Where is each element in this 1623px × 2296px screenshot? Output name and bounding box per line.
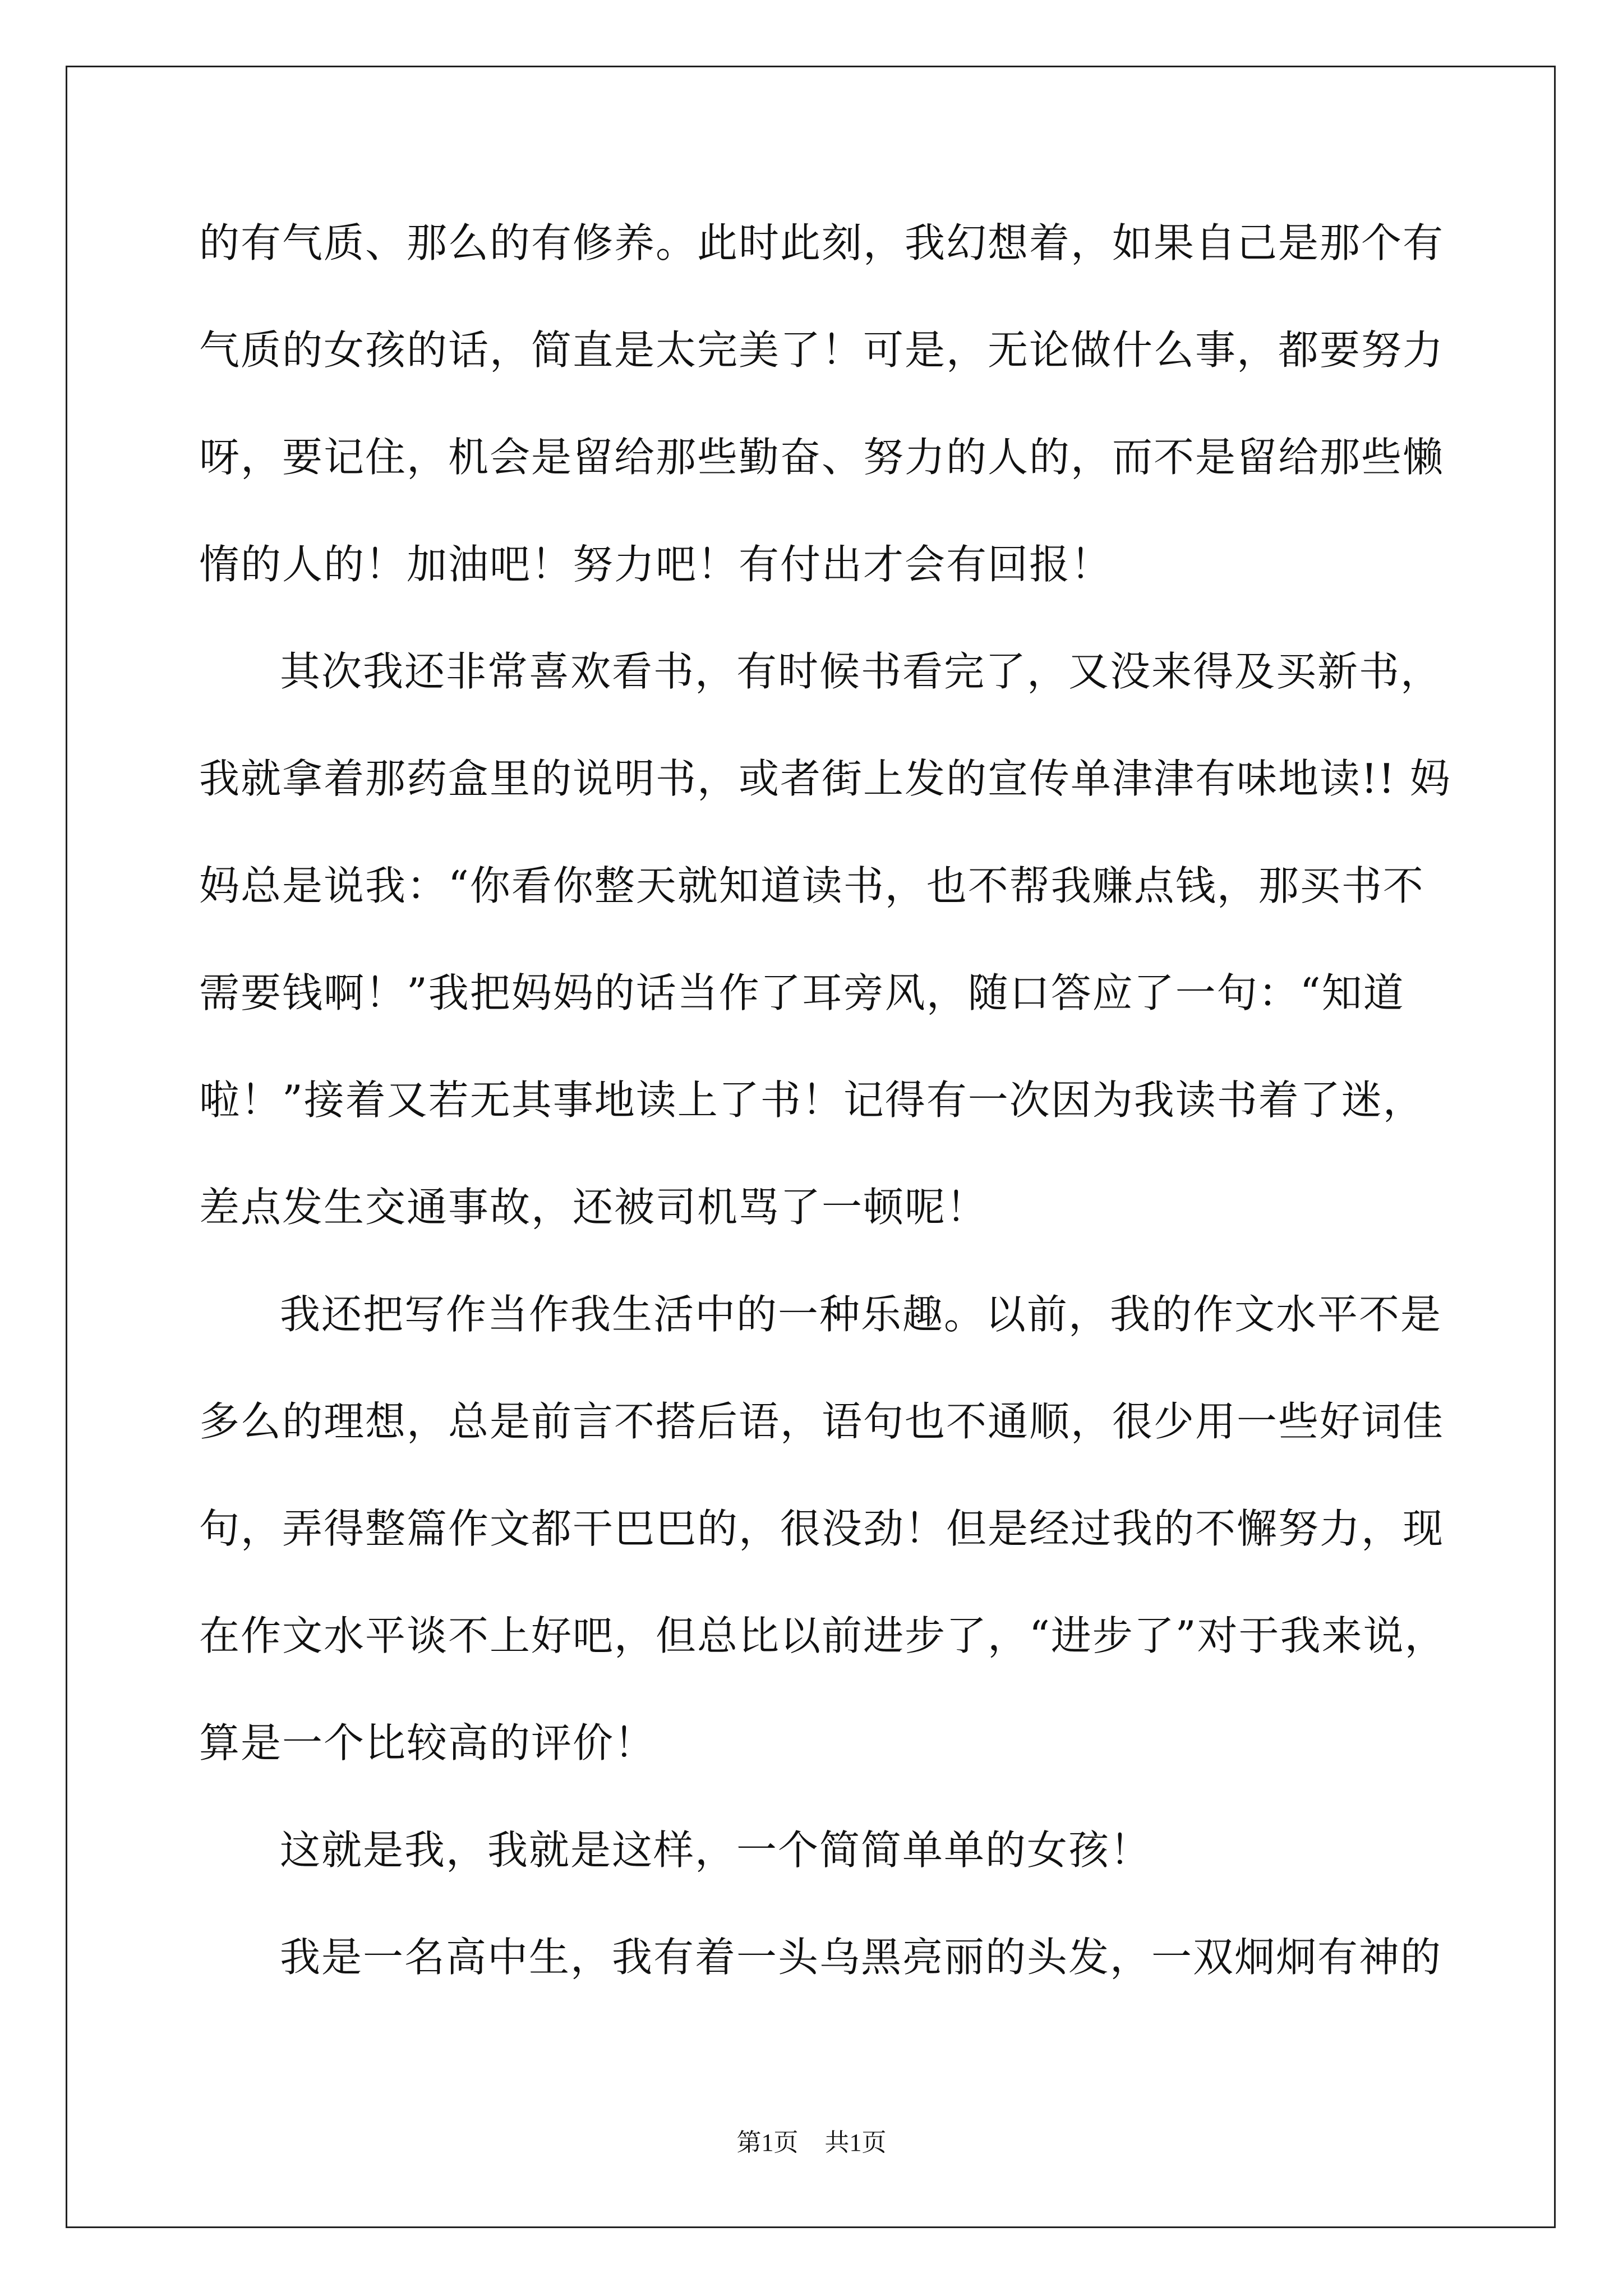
text-line: 我还把写作当作我生活中的一种乐趣。以前，我的作文水平不是 — [280, 1291, 1442, 1338]
text-line: 在作文水平谈不上好吧，但总比以前进步了，“进步了”对于我来说， — [199, 1612, 1446, 1659]
text-line: 的有气质、那么的有修养。此时此刻，我幻想着，如果自己是那个有 — [199, 219, 1445, 266]
text-line: 惰的人的！加油吧！努力吧！有付出才会有回报！ — [199, 541, 1113, 588]
page-total: 共1页 — [824, 2129, 887, 2156]
text-line: 妈总是说我：“你看你整天就知道读书，也不帮我赚点钱，那买书不 — [199, 862, 1424, 909]
text-line: 这就是我，我就是这样，一个简简单单的女孩！ — [280, 1826, 1152, 1874]
text-line: 差点发生交通事故，还被司机骂了一顿呢！ — [199, 1184, 988, 1231]
text-line: 算是一个比较高的评价！ — [199, 1719, 656, 1766]
text-line: 多么的理想，总是前言不搭后语，语句也不通顺，很少用一些好词佳 — [199, 1398, 1445, 1445]
page-number: 第1页 — [736, 2129, 799, 2156]
text-line: 呀，要记住，机会是留给那些勤奋、努力的人的，而不是留给那些懒 — [199, 434, 1445, 481]
document-body — [199, 216, 1451, 2037]
page-footer — [0, 2126, 1623, 2160]
text-line: 我是一名高中生，我有着一头乌黑亮丽的头发，一双炯炯有神的 — [280, 1934, 1442, 1981]
text-line: 我就拿着那药盒里的说明书，或者街上发的宣传单津津有味地读!! 妈 — [199, 755, 1451, 802]
text-line: 其次我还非常喜欢看书，有时候书看完了，又没来得及买新书， — [280, 648, 1442, 695]
text-line: 需要钱啊！”我把妈妈的话当作了耳旁风，随口答应了一句：“知道 — [199, 969, 1405, 1016]
text-line: 气质的女孩的话，简直是太完美了！可是，无论做什么事，都要努力 — [199, 326, 1445, 374]
text-line: 啦！”接着又若无其事地读上了书！记得有一次因为我读书着了迷， — [199, 1076, 1424, 1124]
text-line: 句，弄得整篇作文都干巴巴的，很没劲！但是经过我的不懈努力，现 — [199, 1505, 1445, 1552]
